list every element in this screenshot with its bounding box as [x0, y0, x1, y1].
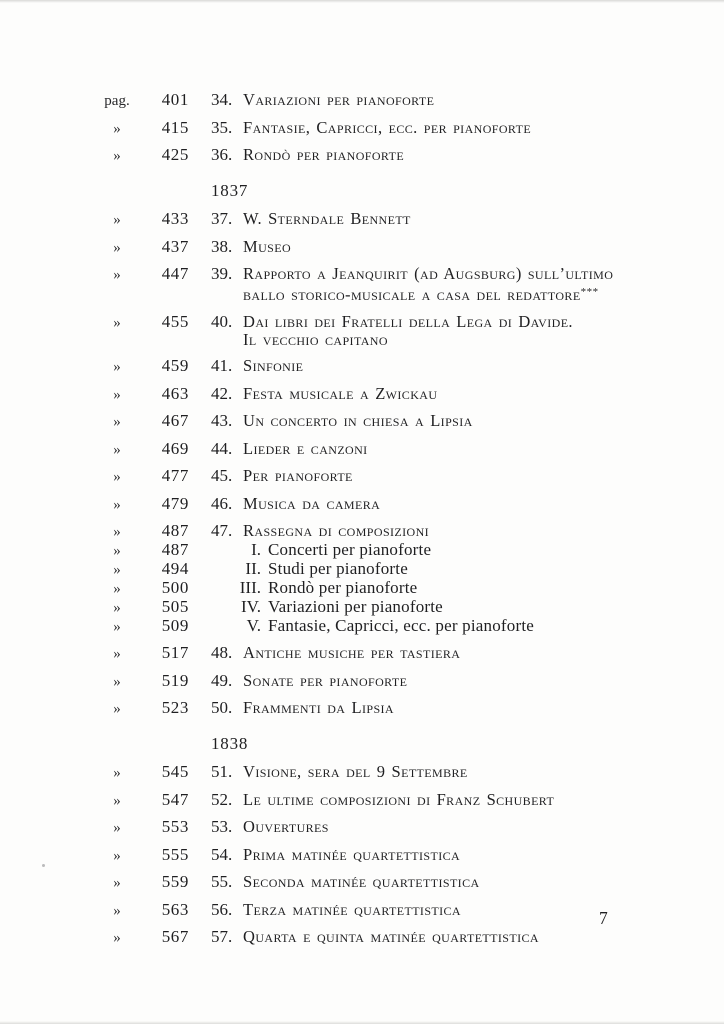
toc-entry [97, 672, 698, 691]
scan-speck [42, 864, 45, 867]
entry-page-number: 567 [161, 927, 189, 946]
entry-title-line: Rassegna di composizioni [243, 521, 430, 540]
year-heading [97, 182, 698, 200]
entry-page-number: 487 [161, 521, 189, 540]
ditto-mark: » [113, 875, 121, 891]
entry-title-line: Le ultime composizioni di Franz Schubert [243, 789, 555, 809]
entry-title-line: Ouvertures [243, 817, 329, 836]
entry-title-line: Variazioni per pianoforte [243, 90, 435, 109]
entry-index: III. [239, 578, 261, 597]
entry-title [243, 265, 698, 304]
ditto-mark: » [113, 314, 121, 331]
entry-index: 40. [211, 311, 233, 331]
entry-index: 38. [211, 236, 233, 256]
entry-page-number: 433 [161, 209, 189, 228]
footnote-stars: *** [580, 286, 599, 298]
toc-subentry [97, 579, 698, 598]
entry-index: 52. [211, 789, 233, 809]
ditto-mark: » [113, 820, 121, 836]
entry-title-line: Sinfonie [243, 356, 304, 375]
toc-entry [97, 238, 698, 257]
entry-page-number: 545 [161, 762, 189, 781]
entry-index: 43. [211, 411, 233, 430]
toc-entry [97, 763, 698, 782]
entry-title [243, 357, 698, 375]
entry-title [268, 598, 698, 616]
entry-index: 46. [211, 493, 233, 513]
entry-title [243, 91, 698, 109]
ditto-mark: » [113, 496, 121, 513]
ditto-mark: » [113, 267, 121, 283]
entry-index: V. [246, 616, 261, 635]
ditto-mark: » [113, 239, 121, 256]
entry-page-number: 494 [161, 559, 189, 578]
entry-title-line: Frammenti da Lipsia [243, 698, 394, 717]
entry-title [243, 699, 698, 717]
ditto-mark: » [113, 600, 121, 616]
entry-title [243, 522, 698, 540]
toc-subentry [97, 560, 698, 579]
entry-title [243, 672, 698, 690]
toc-entry [97, 467, 698, 486]
entry-title [243, 928, 698, 946]
ditto-mark: » [113, 646, 121, 662]
toc-entry [97, 846, 698, 865]
year-heading [97, 735, 698, 753]
entry-title [243, 818, 698, 836]
entry-title-line: Visione, sera del 9 Settembre [243, 762, 468, 781]
entry-page-number: 555 [161, 844, 189, 864]
entry-page-number: 519 [161, 670, 189, 690]
entry-title [268, 560, 698, 578]
entry-page-number: 479 [161, 493, 189, 513]
table-of-contents [97, 91, 698, 947]
entry-page-number: 467 [161, 411, 189, 430]
toc-entry [97, 210, 698, 229]
entry-page-number: 523 [161, 698, 189, 717]
toc-subentry [97, 598, 698, 617]
ditto-mark: » [113, 148, 121, 164]
entry-title-line: Sonate per pianoforte [243, 670, 408, 690]
entry-page-number: 517 [161, 643, 189, 662]
entry-title-line: Concerti per pianoforte [268, 540, 432, 559]
entry-page-number: 487 [161, 540, 189, 559]
toc-entry [97, 91, 698, 110]
entry-title [243, 210, 698, 228]
toc-entry [97, 357, 698, 376]
entry-index: 51. [211, 762, 233, 781]
entry-title-line: Prima matinée quartettistica [243, 844, 461, 864]
entry-title [268, 541, 698, 559]
entry-title-line: Il vecchio capitano [243, 329, 388, 349]
entry-title [243, 440, 698, 458]
entry-title-line: ballo storico-musicale a casa del redattore*** [243, 285, 599, 304]
entry-title [243, 644, 698, 662]
entry-page-number: 505 [161, 597, 189, 616]
toc-entry [97, 265, 698, 304]
scan-edge-top [0, 0, 724, 3]
entry-title [243, 146, 698, 164]
entry-title-line: Quarta e quinta matinée quartettistica [243, 927, 539, 946]
entry-title [243, 495, 698, 513]
entry-title-line: Antiche musiche per tastiera [243, 643, 461, 662]
toc-entry [97, 928, 698, 947]
entry-title [243, 412, 698, 430]
entry-index: 39. [211, 264, 233, 283]
entry-index: 45. [211, 466, 233, 485]
ditto-mark: » [113, 847, 121, 864]
ditto-mark: » [113, 524, 121, 540]
toc-subentry [97, 541, 698, 560]
entry-page-number: 463 [161, 383, 189, 403]
entry-index: 54. [211, 844, 233, 864]
entry-index: 34. [211, 90, 233, 109]
entry-page-number: 500 [161, 578, 189, 597]
entry-title [243, 873, 698, 891]
entry-title [243, 763, 698, 781]
entry-title-line: Terza matinée quartettistica [243, 899, 461, 919]
entry-index: 44. [211, 438, 233, 458]
page-number: 7 [599, 908, 608, 928]
entry-page-number: 437 [161, 236, 189, 256]
entry-title-line: Dai libri dei Fratelli della Lega di Davide. [243, 311, 573, 331]
entry-title-line: Per pianoforte [243, 466, 353, 485]
entry-page-number: 455 [161, 311, 189, 331]
entry-title [243, 791, 698, 809]
entry-index: 56. [211, 899, 233, 919]
entry-index: 57. [211, 927, 233, 946]
entry-page-number: 559 [161, 872, 189, 891]
toc-entry [97, 522, 698, 541]
page-column-label: pag. [104, 93, 130, 109]
ditto-mark: » [113, 414, 121, 430]
entry-page-number: 459 [161, 356, 189, 375]
ditto-mark: » [113, 581, 121, 597]
toc-entry [97, 119, 698, 138]
entry-title [243, 313, 698, 349]
entry-index: 37. [211, 209, 233, 228]
toc-entry [97, 873, 698, 892]
entry-title [243, 467, 698, 485]
entry-page-number: 425 [161, 145, 189, 164]
entry-index: II. [245, 559, 261, 578]
ditto-mark: » [113, 701, 121, 717]
entry-title-line: Variazioni per pianoforte [268, 597, 443, 616]
entry-page-number: 553 [161, 817, 189, 836]
entry-title-line: Museo [243, 236, 292, 256]
ditto-mark: » [113, 212, 121, 228]
ditto-mark: » [113, 902, 121, 919]
entry-title-line: Rapporto a Jeanquirit (ad Augsburg) sull’ultimo [243, 264, 614, 283]
entry-title-line: Musica da camera [243, 493, 381, 513]
entry-title [243, 846, 698, 864]
year-label: 1837 [211, 181, 249, 200]
entry-title-line: Fantasie, Capricci, ecc. per pianoforte [268, 616, 534, 635]
toc-subentry [97, 617, 698, 636]
ditto-mark: » [113, 543, 121, 559]
ditto-mark: » [113, 765, 121, 781]
entry-title-line: Fantasie, Capricci, ecc. per pianoforte [243, 117, 532, 137]
entry-title [243, 385, 698, 403]
toc-entry [97, 644, 698, 663]
ditto-mark: » [113, 386, 121, 403]
entry-title-line: Rondò per pianoforte [268, 578, 418, 597]
entry-index: 48. [211, 643, 233, 662]
entry-title-line: Festa musicale a Zwickau [243, 383, 438, 403]
toc-entry [97, 791, 698, 810]
ditto-mark: » [113, 441, 121, 458]
entry-index: 49. [211, 670, 233, 690]
toc-entry [97, 818, 698, 837]
ditto-mark: » [113, 469, 121, 485]
entry-page-number: 469 [161, 438, 189, 458]
toc-entry [97, 699, 698, 718]
ditto-mark: » [113, 562, 121, 578]
entry-title [243, 238, 698, 256]
ditto-mark: » [113, 120, 121, 137]
entry-index: 35. [211, 117, 233, 137]
entry-title-line: W. Sterndale Bennett [243, 209, 411, 228]
entry-index: 36. [211, 145, 233, 164]
entry-title [243, 119, 698, 137]
ditto-mark: » [113, 619, 121, 635]
ditto-mark: » [113, 930, 121, 946]
toc-entry [97, 146, 698, 165]
entry-index: 41. [211, 356, 233, 375]
toc-entry [97, 495, 698, 514]
entry-page-number: 563 [161, 899, 189, 919]
entry-title [243, 901, 698, 919]
entry-page-number: 415 [161, 117, 189, 137]
ditto-mark: » [113, 359, 121, 375]
year-label: 1838 [211, 734, 249, 753]
entry-title-line: Seconda matinée quartettistica [243, 872, 480, 891]
entry-title-line: Studi per pianoforte [268, 559, 408, 578]
entry-title-line: Lieder e canzoni [243, 438, 368, 458]
entry-title-line: Un concerto in chiesa a Lipsia [243, 411, 473, 430]
entry-title-line: Rondò per pianoforte [243, 145, 405, 164]
toc-entry [97, 412, 698, 431]
entry-index: 50. [211, 698, 233, 717]
entry-title [268, 579, 698, 597]
entry-page-number: 547 [161, 789, 189, 809]
toc-entry [97, 313, 698, 349]
entry-index: 55. [211, 872, 233, 891]
toc-entry [97, 385, 698, 404]
entry-index: 47. [211, 521, 233, 540]
entry-title [268, 617, 698, 635]
ditto-mark: » [113, 673, 121, 690]
entry-page-number: 509 [161, 616, 189, 635]
entry-page-number: 447 [161, 264, 189, 283]
entry-page-number: 477 [161, 466, 189, 485]
entry-index: 53. [211, 817, 233, 836]
entry-index: IV. [241, 597, 261, 616]
ditto-mark: » [113, 792, 121, 809]
toc-entry [97, 440, 698, 459]
entry-index: I. [251, 540, 261, 559]
entry-page-number: 401 [161, 90, 189, 109]
entry-index: 42. [211, 383, 233, 403]
scan-speck [331, 936, 333, 938]
